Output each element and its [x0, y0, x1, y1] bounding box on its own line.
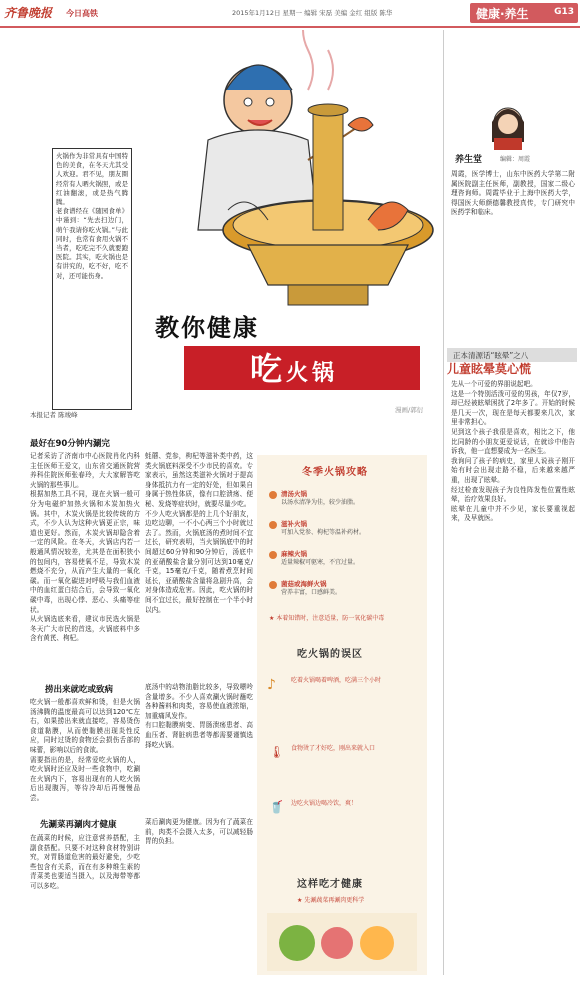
healthy-tips-title: 这样吃才健康 [297, 879, 363, 890]
guide-title: 冬季火锅攻略 [302, 467, 368, 478]
healthy-tip-note: ★ 先涮蔬菜再涮肉更科学 [297, 897, 365, 904]
issue-meta: 2015年1月12日 星期一 编辑 宋磊 美编 金红 组版 陈华 [232, 9, 393, 17]
headline-line2 [250, 344, 338, 390]
section-3-text-continued: 菜后涮肉更为健康。因为有了蔬菜在前，肉类不会摄入太多，可以减轻肠胃的负担。 [145, 818, 253, 846]
section-1-text: 记者采访了济南市中心医院肖化内科主任医师王爱文，山东省交通医院营养科住院医师张春玲，大大家解答吃火锅的那些事儿。 根据加热工具不同，现在火锅一般可分为电磁炉加热火锅和木炭加热火锅。其中，木炭火锅是比较传统的方式，不少人认为这种火锅更正宗，味道也更好。然而，木炭火锅却隐含着一定的风险。在冬天，火锅店内若一般通风情况较差，尤其是在面积狭小的包间内，容易使氧不足，导致木炭燃烧不充分，从而产生大量的一氧化碳。而一氧化碳进对呼吸与我们血液中的血红蛋白结合后，会导致一氧化碳中毒，出现心悸、恶心、头痛等症状。 从火锅选底来看，建议市民选火锅是冬天广大市民的首选，火锅底料中多含有黄芪、枸杞。 [30, 452, 140, 643]
guide-item-2-text: 可加入党参、枸杞等温补药材。 [281, 529, 366, 536]
misconception-3: 边吃火锅边喝冷饮，爽！ [291, 800, 358, 807]
illustration-credit: 漫画/郭衍 [395, 406, 424, 414]
hotpot-guide-box [257, 455, 427, 975]
headline-word-hotpot: 火锅 [286, 361, 339, 386]
guide-item-4-label: 菌菇或海鲜火锅 [281, 580, 327, 588]
byline: 本报记者 陈竣峰 [30, 411, 78, 419]
misconception-title: 吃火锅的误区 [297, 649, 363, 660]
newspaper-logo: 齐鲁晚报 [4, 6, 53, 20]
masthead [0, 0, 580, 26]
misconception-2: 食物烫了才好吃，刚出来就入口 [291, 745, 376, 752]
section-2-text-continued: 底汤中的动物油脂比较多，导致嘌呤含量增多。不少人喜欢涮火锅时蘸吃各种酱料和肉类，容易使血液浓缩，加重痛风发作。 有口腔黏膜病变、胃肠溃疡患者、高血压者、肾脏病患者等都需要谨慎选择吃火锅。 [145, 683, 253, 749]
guide-item-1-text: 以汤水清净为佳，较少油脂。 [281, 499, 360, 506]
section-bar [470, 3, 578, 23]
section-3-text: 在蔬菜的时候，应注意营养搭配，主副食搭配。只要不对这种食材特别讲究，对胃肠道危害的最好避免，少吃些包含有关系，而在有多种维生素的青菜类也要适当摄入，以及海带等都可以多吃。 [30, 834, 140, 890]
headline-line1: 教你健康 [155, 314, 259, 342]
section-heading-3: 先涮菜再涮肉才健康 [40, 820, 117, 830]
guide-bullet-icon [269, 521, 277, 529]
section-heading-1: 最好在90分钟内涮完 [30, 439, 110, 449]
guide-item-3-label: 麻辣火锅 [281, 550, 307, 558]
intro-box [52, 148, 132, 410]
guide-bullet-icon [269, 581, 277, 589]
guide-bullet-icon [269, 491, 277, 499]
vegetables-illustration [267, 913, 417, 971]
guide-warning: ★ 本着知错时，注意适量，防一氧化碳中毒 [269, 615, 385, 622]
guide-item-2-label: 滋补火锅 [281, 520, 307, 528]
guide-bullet-icon [269, 551, 277, 559]
column-name: 养生堂 [455, 155, 483, 165]
author-portrait [478, 100, 538, 150]
section-heading-2: 捞出来就吃或致病 [45, 685, 114, 695]
guide-item-3-text: 适量辣椒可驱寒，不宜过量。 [281, 559, 360, 566]
column-divider [443, 30, 444, 975]
intro-text: 火锅作为非常具有中国特色的美食，在冬天尤其受人欢迎。君不见，朋友圈经常有人晒火锅照，或是红油翻滚，或是热气腾腾。 老食谱经在《随园食单》中谨到：“先去扫边门，萌午我请你吃火锅。”与此同时，也常有食用火锅不当者，吃吃完不久就要跑医院。其实，吃火锅也是有讲究的，吃不好，吃不对，还可能伤身。 [56, 152, 128, 280]
page-number: G13 [554, 7, 574, 17]
section-2-text: 吃火锅一般都喜欢鲜和烫，但是火锅汤沸腾的温度最高可以达到120℃左右，如果捞出来就直接吃，容易烫伤食道黏膜，从而使黏膜出现炎性反应，同时过烫的食物还会损伤舌部的味蕾，影响以后的食欲。 需要指出的是，经常爱吃火锅的人，吃火锅时还应及时一些食物中，吃涮在火锅内下，容易出现有的人吃火锅后出现腹泻，等待冷却后再慢慢品尝。 [30, 698, 140, 802]
headline-word-eat: 吃 [250, 350, 287, 388]
section-title: 健康·养生 [476, 7, 529, 21]
music-note-icon: ♪ [267, 677, 276, 693]
cold-drink-icon: 🥤 [269, 800, 284, 814]
guide-item-4-text: 营养丰富，口感鲜美。 [281, 589, 342, 596]
right-article-title: 儿童眩晕莫心慌 [447, 362, 532, 376]
guide-item-1-label: 清汤火锅 [281, 490, 307, 498]
section-1-text-continued: 蚝蘑、党参，枸杞等滋补类中药，这类火锅底料深受不少市民的喜欢。专家表示，虽然这类滋补火锅对于提高身体抵抗力有一定的好处，但如果自身属于热性体质，像有口腔溃疡、便秘、发烧等症状时，就要尽量少吃。 不少人吃火锅都是的上几个好朋友，边吃边聊，一不小心两三个小时就过去了。然而，火锅底汤的煮时间不宜过长，研究表明，当火锅锅底中的时间超过60分钟和90分钟后，汤底中的亚硝酸盐含量分别可达到10毫克/千克，15毫克/千克，随着煮烹时间延长，亚硝酸盐含量将急剧升高，会对身体造成危害。因此，吃火锅的时间不宜过长，最好控制在一个半小时以内。 [145, 452, 253, 614]
column-editor: 编辑：周霞 [500, 156, 531, 163]
today-tag: 今日高铁 [66, 9, 98, 18]
author-bio: 周霞，医学博士，山东中医药大学第二附属医院副主任医师，副教授，国家二级心理咨询师。周霞毕业于上海中医药大学，得国医大师颜德馨教授真传，专门研究中医药学和临床。 [451, 170, 575, 217]
right-article-text: 先从一个可爱的界朋说起吧。 这是一个特别活泼可爱的男孩，年仅7岁，却已经被眩晕困扰了2年多了。开始的时候是几天一次，现在是每天都要来几次，家里非常担心。 见到这个孩子我很是喜欢，相比之下，他比同龄的小朋友更爱说话，在就诊中他告诉我，他一直想要成为一名医生。 我询问了孩子的病史，家里人说孩子刚开始有时会出现走路不稳，后来越来越严重，出现了眩晕。 经过检查发现孩子为良性阵发性位置性眩晕，治疗效果良好。 眩晕在儿童中并不少见，家长要重视起来，及早就医。 [451, 380, 575, 523]
masthead-rule [0, 26, 580, 28]
thermometer-icon: 🌡 [269, 745, 285, 759]
series-label: 正本清源话“眩晕”之八 [453, 351, 529, 360]
misconception-1: 吃着火锅喝着啤酒，吃满三个小时 [291, 677, 382, 684]
